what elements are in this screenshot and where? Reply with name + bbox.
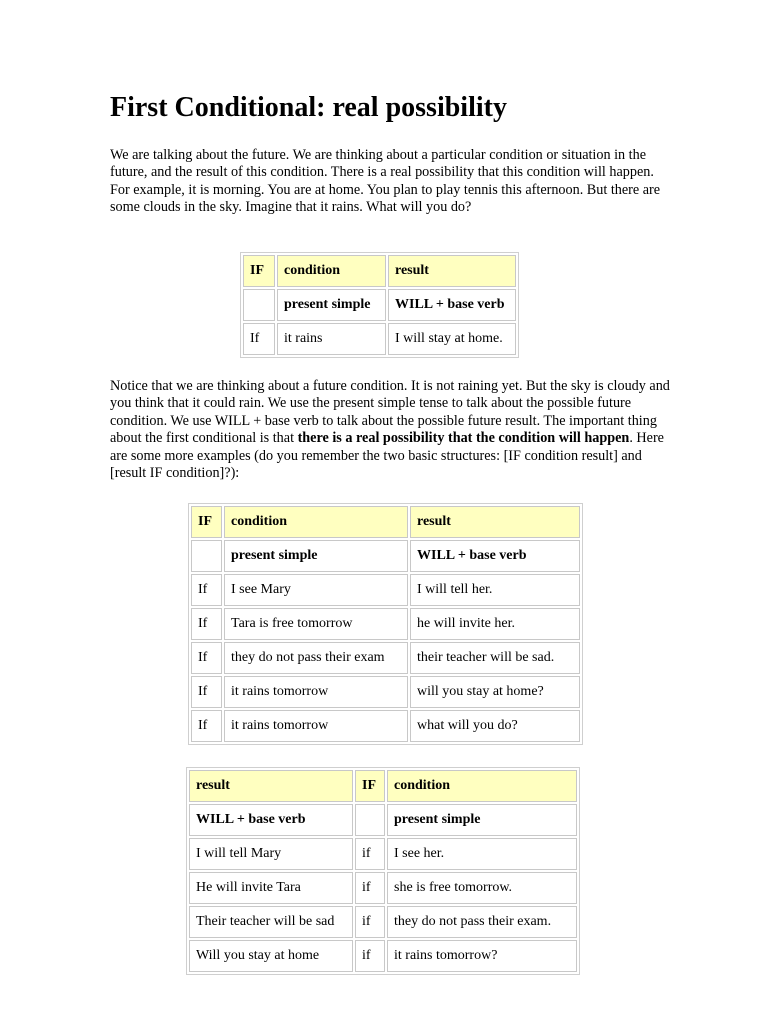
table-body — [243, 255, 516, 355]
table-cell: I will tell Mary — [189, 838, 353, 870]
table-cell: she is free tomorrow. — [387, 872, 577, 904]
example-table-if-first — [188, 503, 583, 745]
table-cell: he will invite her. — [410, 608, 580, 640]
table-cell — [355, 804, 385, 836]
table-cell: their teacher will be sad. — [410, 642, 580, 674]
table-row — [189, 872, 577, 904]
table-cell: I will stay at home. — [388, 323, 516, 355]
table-cell: it rains tomorrow — [224, 676, 408, 708]
table-cell: Their teacher will be sad — [189, 906, 353, 938]
table-body — [189, 770, 577, 972]
table-cell: it rains tomorrow — [224, 710, 408, 742]
table-cell: IF — [243, 255, 275, 287]
notice-paragraph — [110, 378, 670, 482]
page-title: First Conditional: real possibility — [110, 92, 507, 123]
table-row — [191, 710, 580, 742]
intro-paragraph: We are talking about the future. We are thinking about a particular condition or situation in the future, and the result of this condition. There is a real possibility that this condition will happen. For example, it is morning. You are at home. You plan to play tennis this afternoon. But there are some clouds in the sky. Imagine that it rains. What will you do? — [110, 147, 661, 216]
table-cell: will you stay at home? — [410, 676, 580, 708]
notice-bold-text: there is a real possibility that the condition will happen — [297, 430, 630, 447]
table-row — [189, 940, 577, 972]
table-header-row — [243, 255, 516, 287]
table-cell: If — [191, 608, 222, 640]
table-subheader-row — [191, 540, 580, 572]
table-cell — [243, 289, 275, 321]
table-cell: condition — [387, 770, 577, 802]
example-table-simple — [240, 252, 519, 358]
table-body — [191, 506, 580, 742]
table-cell: present simple — [224, 540, 408, 572]
table-cell: if — [355, 838, 385, 870]
table-cell: it rains tomorrow? — [387, 940, 577, 972]
table-cell: WILL + base verb — [410, 540, 580, 572]
table-cell: He will invite Tara — [189, 872, 353, 904]
table-cell: result — [189, 770, 353, 802]
table-header-row — [191, 506, 580, 538]
table-cell: I see Mary — [224, 574, 408, 606]
table-row — [191, 608, 580, 640]
table-row — [191, 676, 580, 708]
notice-text-2: . Here are some more examples (do you remember the two basic structures: [IF condition result] and [result IF condition]?): — [110, 430, 664, 482]
table-cell: Will you stay at home — [189, 940, 353, 972]
table-cell: If — [191, 574, 222, 606]
table-cell: if — [355, 940, 385, 972]
table-cell: Tara is free tomorrow — [224, 608, 408, 640]
table-cell: result — [388, 255, 516, 287]
table-cell: present simple — [387, 804, 577, 836]
table-subheader-row — [189, 804, 577, 836]
table-row — [191, 574, 580, 606]
table-cell — [191, 540, 222, 572]
table-cell: If — [191, 642, 222, 674]
example-table-result-first — [186, 767, 580, 975]
table-cell: If — [243, 323, 275, 355]
table-cell: WILL + base verb — [189, 804, 353, 836]
table-row — [243, 323, 516, 355]
table-cell: If — [191, 676, 222, 708]
table-header-row — [189, 770, 577, 802]
table-cell: I will tell her. — [410, 574, 580, 606]
notice-text-1: Notice that we are thinking about a future condition. It is not raining yet. But the sky is cloudy and you think that it could rain. We use the present simple tense to talk about the possible future condition. We use WILL + base verb to talk about the possible future result. The important thing about the first conditional is that — [110, 378, 670, 447]
table-cell: WILL + base verb — [388, 289, 516, 321]
table-cell: what will you do? — [410, 710, 580, 742]
table-cell: I see her. — [387, 838, 577, 870]
table-row — [189, 838, 577, 870]
table-cell: condition — [224, 506, 408, 538]
table-row — [191, 642, 580, 674]
table-cell: they do not pass their exam. — [387, 906, 577, 938]
table-cell: if — [355, 906, 385, 938]
table-subheader-row — [243, 289, 516, 321]
table-cell: they do not pass their exam — [224, 642, 408, 674]
table-cell: If — [191, 710, 222, 742]
table-cell: IF — [191, 506, 222, 538]
table-cell: condition — [277, 255, 386, 287]
table-cell: it rains — [277, 323, 386, 355]
table-row — [189, 906, 577, 938]
table-cell: result — [410, 506, 580, 538]
table-cell: IF — [355, 770, 385, 802]
table-cell: if — [355, 872, 385, 904]
table-cell: present simple — [277, 289, 386, 321]
